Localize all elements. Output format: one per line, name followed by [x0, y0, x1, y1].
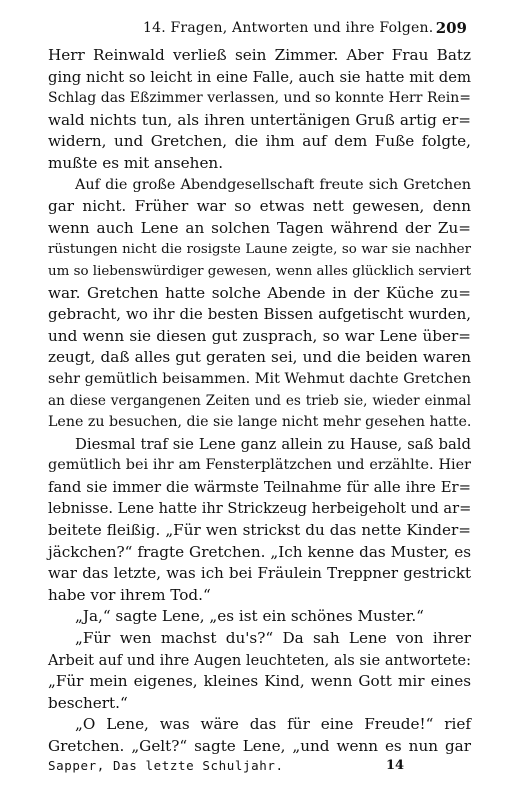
text-line: wald nichts tun, als ihren untertänigen Gruß artig er= [48, 110, 471, 129]
text-line: fand sie immer die wärmste Teilnahme für alle ihre Er= [48, 478, 471, 496]
text-line: und wenn sie diesen gut zusprach, so war Lene über= [48, 326, 471, 345]
text-line: Arbeit auf und ihre Augen leuchteten, als sie antwortete: [48, 651, 471, 669]
text-line: widern, und Gretchen, die ihm auf dem Fuße folgte, [48, 132, 471, 151]
text-line: mußte es mit ansehen. [48, 153, 224, 172]
text-line: beitete fleißig. „Für wen strickst du das nette Kinder= [48, 521, 471, 540]
text-line: Diesmal traf sie Lene ganz allein zu Hause, saß bald [75, 435, 471, 453]
text-line: Gretchen. „Gelt?“ sagte Lene, „und wenn es nun gar [48, 737, 471, 755]
text-line: jäckchen?“ fragte Gretchen. „Ich kenne das Muster, es [48, 542, 471, 561]
text-line: „Ja,“ sagte Lene, „es ist ein schönes Muster.“ [75, 607, 424, 626]
text-line: „O Lene, was wäre das für eine Freude!“ rief [75, 715, 471, 734]
text-line: Schlag das Eßzimmer verlassen, und so konnte Herr Rein= [48, 90, 471, 107]
text-line: ging nicht so leicht in eine Falle, auch sie hatte mit dem [48, 68, 471, 86]
text-line: war. Gretchen hatte solche Abende in der Küche zu= [48, 283, 471, 302]
text-line: sehr gemütlich beisammen. Mit Wehmut dachte Gretchen [48, 370, 471, 387]
text-line: war das letzte, was ich bei Fräulein Treppner gestrickt [48, 564, 471, 583]
text-line: gar nicht. Früher war so etwas nett gewesen, denn [48, 197, 471, 216]
text-line: um so liebenswürdiger gewesen, wenn alles glücklich serviert [48, 263, 471, 279]
text-line: Auf die große Abendgesellschaft freute sich Gretchen [75, 176, 471, 193]
text-line: lebnisse. Lene hatte ihr Strickzeug herbeigeholt und ar= [48, 500, 472, 518]
text-line: an diese vergangenen Zeiten und es trieb sie, wieder einmal [48, 392, 471, 409]
text-line: rüstungen nicht die rosigste Laune zeigte, so war sie nachher [48, 242, 471, 258]
text-line: gebracht, wo ihr die besten Bissen aufgetischt wurden, [48, 305, 471, 324]
page-footer [48, 756, 467, 776]
text-line: habe vor ihrem Tod.“ [48, 585, 211, 604]
text-line: zeugt, daß alles gut geraten sei, und die beiden waren [48, 348, 471, 367]
page-number: 209 [435, 19, 467, 37]
body-text [48, 45, 471, 758]
printer-signature: Sapper, Das letzte Schuljahr. [48, 758, 284, 773]
text-line: Herr Reinwald verließ sein Zimmer. Aber Frau Batz [48, 46, 471, 64]
text-line: gemütlich bei ihr am Fensterplätzchen und erzählte. Hier [48, 457, 471, 474]
signature-number: 14 [386, 758, 405, 773]
text-line: beschert.“ [48, 693, 128, 712]
text-line: „Für wen machst du's?“ Da sah Lene von ihrer [75, 629, 471, 648]
text-line: Lene zu besuchen, die sie lange nicht mehr gesehen hatte. [48, 414, 472, 431]
text-line: wenn auch Lene an solchen Tagen während der Zu= [48, 218, 471, 237]
running-head [48, 16, 467, 40]
chapter-title: 14. Fragen, Antworten und ihre Folgen. [143, 20, 434, 36]
text-line: „Für mein eigenes, kleines Kind, wenn Gott mir eines [48, 672, 471, 691]
